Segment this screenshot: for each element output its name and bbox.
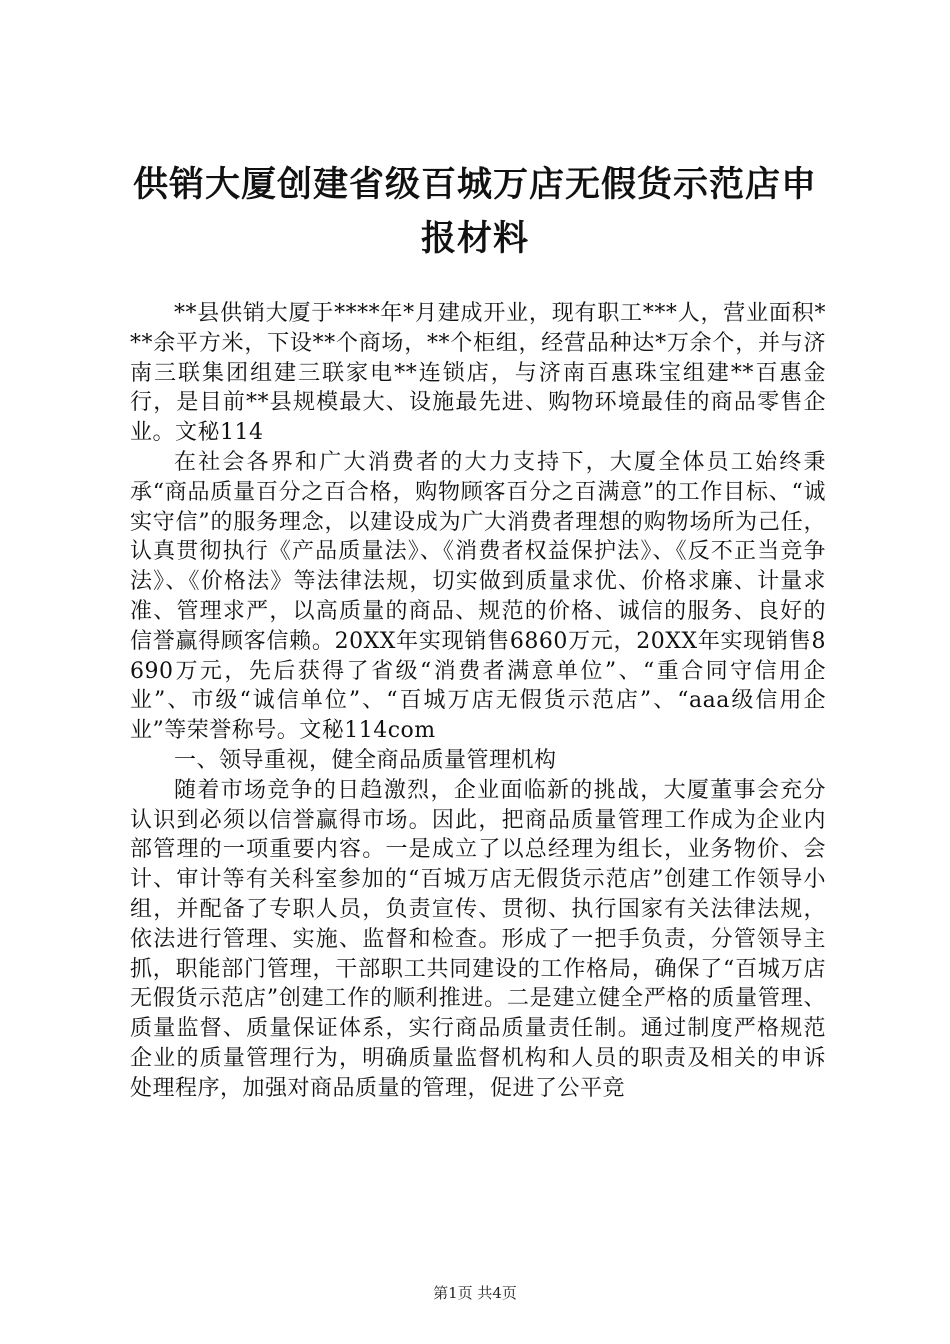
section-heading-leadership: 一、领导重视，健全商品质量管理机构	[174, 747, 557, 773]
paragraph-intro: **县供销大厦于****年*月建成开业，现有职工***人，营业面积***余平方米，下设**个商场，**个柜组，经营品种达*万余个，并与济南三联集团组建三联家电**连锁店，与济南百惠珠宝组建**百惠金行，是目前**县规模最大、设施最先进、购物环境最佳的商品零售企业。文秘114	[130, 301, 826, 446]
paragraph-achievements: 在社会各界和广大消费者的大力支持下，大厦全体员工始终秉承“商品质量百分之百合格，购物顾客百分之百满意”的工作目标、“诚实守信”的服务理念，以建设成为广大消费者理想的购物场所为己任，认真贯彻执行《产品质量法》、《消费者权益保护法》、《反不正当竞争法》、《价格法》等法律法规，切实做到质量求优、价格求廉、计量求准、管理求严，以高质量的商品、规范的价格、诚信的服务、良好的信誉赢得顾客信赖。20XX年实现销售6860万元，20XX年实现销售8690万元，先后获得了省级“消费者满意单位”、“重合同守信用企业”、市级“诚信单位”、“百城万店无假货示范店”、“aaa级信用企业”等荣誉称号。文秘114com	[130, 449, 826, 744]
paragraph-quality-management: 随着市场竞争的日趋激烈，企业面临新的挑战，大厦董事会充分认识到必须以信誉赢得市场。因此，把商品质量管理工作成为企业内部管理的一项重要内容。一是成立了以总经理为组长，业务物价、会计、审计等有关科室参加的“百城万店无假货示范店”创建工作领导小组，并配备了专职人员，负责宣传、贯彻、执行国家有关法律法规，依法进行管理、实施、监督和检查。形成了一把手负责，分管领导主抓，职能部门管理，干部职工共同建设的工作格局，确保了“百城万店无假货示范店”创建工作的顺利推进。二是建立健全严格的质量管理、质量监督、质量保证体系，实行商品质量责任制。通过制度严格规范企业的质量管理行为，明确质量监督机构和人员的职责及相关的申诉处理程序，加强对商品质量的管理，促进了公平竞	[130, 777, 826, 1101]
document-title: 供销大厦创建省级百城万店无假货示范店申报材料	[132, 165, 817, 259]
page-number-footer: 第1页 共4页	[433, 1284, 517, 1302]
document-body	[130, 299, 826, 1104]
